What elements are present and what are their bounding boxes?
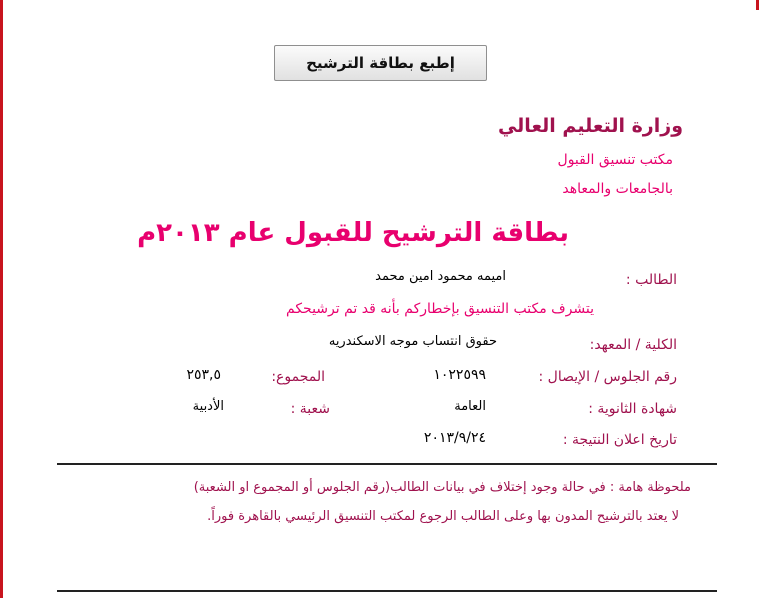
divider-bottom xyxy=(57,590,717,592)
result-date-value: ٢٠١٣/٩/٢٤ xyxy=(423,430,486,446)
branch-value: الأدبية xyxy=(192,399,224,414)
faculty-value: حقوق انتساب موجه الاسكندريه xyxy=(328,334,497,349)
seat-number-value: ١٠٢٢٥٩٩ xyxy=(433,367,486,383)
student-name: اميمه محمود امين محمد xyxy=(375,269,506,284)
office-line-2: بالجامعات والمعاهد xyxy=(562,181,673,197)
important-note-line-1: ملحوظة هامة : في حالة وجود إختلاف في بيانات الطالب(رقم الجلوس أو المجموع او الشعبة) xyxy=(193,480,691,495)
nomination-notice: يتشرف مكتب التنسيق بإخطاركم بأنه قد تم ترشيحكم xyxy=(286,301,594,317)
ministry-heading: وزارة التعليم العالي xyxy=(497,115,683,137)
divider-top xyxy=(57,463,717,465)
certificate-label: شهادة الثانوية : xyxy=(588,401,677,417)
student-label: الطالب : xyxy=(625,272,677,288)
seat-number-label: رقم الجلوس / الإيصال : xyxy=(538,369,677,385)
page-title: بطاقة الترشيح للقبول عام ٢٠١٣م xyxy=(137,218,569,248)
branch-label: شعبة : xyxy=(290,401,330,417)
faculty-label: الكلية / المعهد: xyxy=(589,337,677,353)
important-note-line-2: لا يعتد بالترشيح المدون بها وعلى الطالب الرجوع لمكتب التنسيق الرئيسي بالقاهرة فوراً. xyxy=(207,509,679,524)
certificate-value: العامة xyxy=(454,399,486,414)
print-card-button[interactable]: إطبع بطاقة الترشيح xyxy=(274,45,487,81)
left-frame-edge xyxy=(0,0,3,598)
total-label: المجموع: xyxy=(271,369,325,385)
result-date-label: تاريخ اعلان النتيجة : xyxy=(562,432,677,448)
total-value: ٢٥٣,٥ xyxy=(186,367,221,383)
office-line-1: مكتب تنسيق القبول xyxy=(557,152,673,168)
